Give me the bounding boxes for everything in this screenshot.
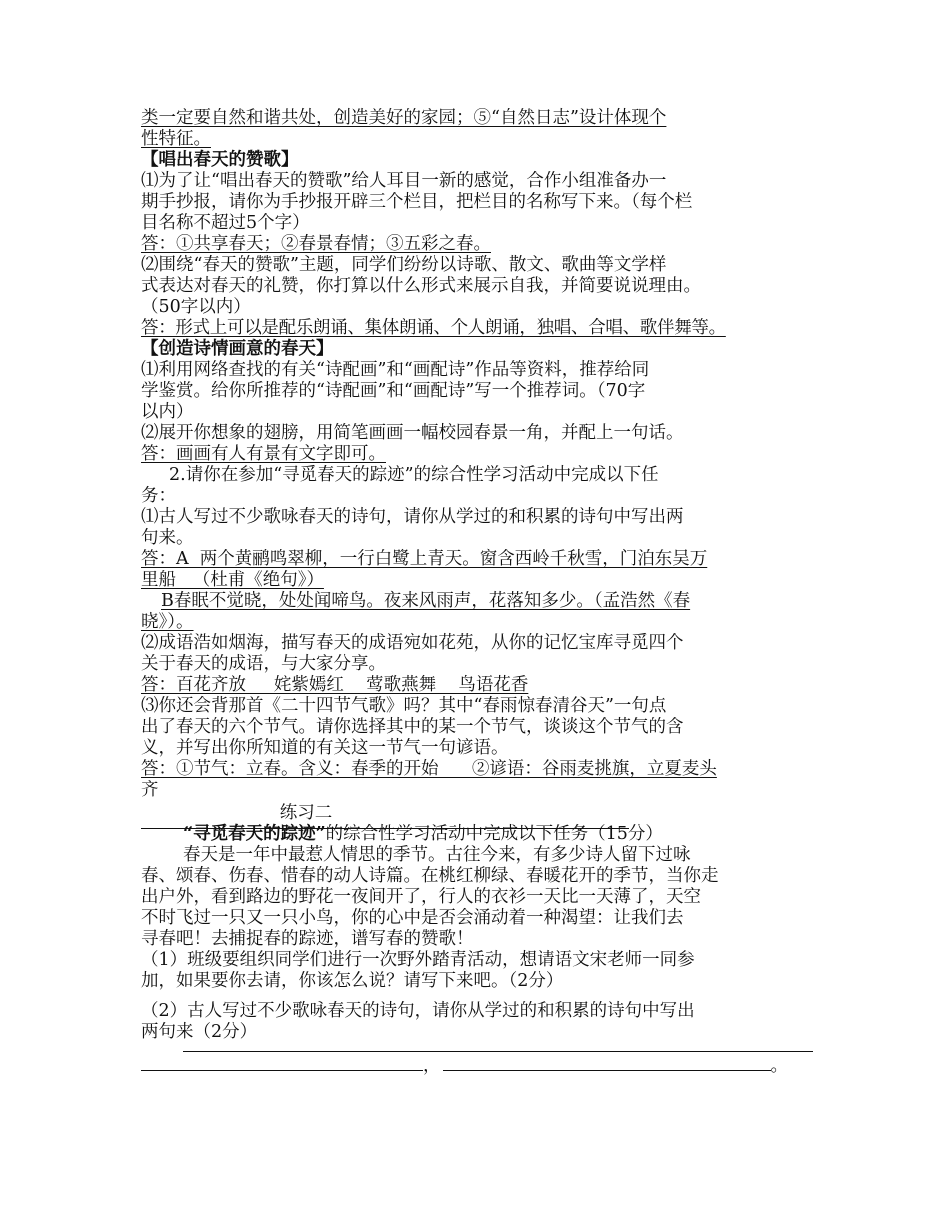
document-page: [141, 108, 821, 1074]
question-line: 目名称不超过5个字）: [141, 213, 310, 233]
answer-blank-2[interactable]: [443, 1053, 771, 1071]
paragraph-line: 春、颂春、伤春、惜春的动人诗篇。在桃红柳绿、春暖花开的季节，当你走: [141, 866, 719, 886]
answer-line: 齐: [141, 780, 159, 800]
comma: ，: [423, 1056, 441, 1076]
divider-line: [141, 828, 629, 829]
question-line: ⑵围绕“春天的赞歌”主题，同学们纷纷以诗歌、散文、歌曲等文学样: [141, 255, 667, 275]
exercise-title: 练习二: [279, 803, 333, 823]
question-line: ⑵展开你想象的翅膀，用简笔画画一幅校园春景一角，并配上一句话。: [141, 423, 684, 443]
question-line: （50字以内）: [141, 297, 251, 317]
paragraph-line: 春天是一年中最惹人情思的季节。古往今来，有多少诗人留下过咏: [183, 845, 691, 865]
section-heading: 【创造诗情画意的春天】: [141, 339, 334, 359]
question-line: ⑴利用网络查找的有关“诗配画”和“画配诗”作品等资料，推荐给同: [141, 360, 650, 380]
task-title-rest: 的综合性学习活动中完成以下任务（15分）: [325, 824, 663, 844]
question-line: （2）古人写过不少歌咏春天的诗句，请你从学过的和积累的诗句中写出: [141, 1001, 695, 1021]
answer-line: 答：画画有人有景有文字即可。: [141, 444, 386, 464]
question-line: 以内）: [141, 402, 194, 422]
paragraph-line: 出户外，看到路边的野花一夜间开了，行人的衣衫一天比一天薄了，天空: [141, 887, 701, 907]
task-title-bold: “寻觅春天的踪迹”: [183, 824, 326, 844]
answer-blank-line[interactable]: [183, 1051, 813, 1052]
question-line: 两句来（2分）: [141, 1022, 258, 1042]
answer-blank-1[interactable]: [141, 1053, 423, 1071]
question-line: ⑴为了让“唱出春天的赞歌”给人耳目一新的感觉，合作小组准备办一: [141, 171, 667, 191]
answer-line: 答：形式上可以是配乐朗诵、集体朗诵、个人朗诵，独唱、合唱、歌伴舞等。: [141, 318, 726, 338]
answer-blank-row: [141, 1053, 821, 1074]
answer-line: 答：①共享春天；②春景春情；③五彩之春。: [141, 234, 491, 254]
question-line: 句来。: [141, 528, 194, 548]
question-line: 2.请你在参加“寻觅春天的踪迹”的综合性学习活动中完成以下任: [169, 465, 659, 485]
question-line: 加，如果要你去请，你该怎么说？请写下来吧。（2分）: [141, 971, 564, 991]
paragraph-line: 不时飞过一只又一只小鸟，你的心中是否会涌动着一种渴望：让我们去: [141, 908, 684, 928]
question-line: 出了春天的六个节气。请你选择其中的某一个节气，谈谈这个节气的含: [141, 717, 684, 737]
answer-line: B春眠不觉晓，处处闻啼鸟。夜来风雨声，花落知多少。（孟浩然《春: [161, 591, 691, 611]
question-line: 式表达对春天的礼赞，你打算以什么形式来展示自我，并简要说说理由。: [141, 276, 701, 296]
period: 。: [770, 1056, 788, 1076]
question-line: 关于春天的成语，与大家分享。: [141, 654, 386, 674]
text-line: 性特征。: [141, 129, 211, 149]
question-line: 义，并写出你所知道的有关这一节气一句谚语。: [141, 738, 509, 758]
answer-line: 晓》）。: [141, 612, 194, 632]
answer-line: 里船 （杜甫《绝句》）: [141, 570, 324, 590]
question-line: 务：: [141, 486, 176, 506]
question-line: 学鉴赏。给你所推荐的“诗配画”和“画配诗”写一个推荐词。（70字: [141, 381, 646, 401]
section-heading: 【唱出春天的赞歌】: [141, 150, 299, 170]
question-line: 期手抄报，请你为手抄报开辟三个栏目，把栏目的名称写下来。（每个栏: [141, 192, 693, 212]
answer-line: 答：A 两个黄鹂鸣翠柳，一行白鹭上青天。窗含西岭千秋雪，门泊东吴万: [141, 549, 708, 569]
text-line: 类一定要自然和谐共处，创造美好的家园；⑤“自然日志”设计体现个: [141, 108, 667, 128]
question-line: ⑶你还会背那首《二十四节气歌》吗？其中“春雨惊春清谷天”一句点: [141, 696, 667, 716]
paragraph-line: 寻春吧！去捕捉春的踪迹，谱写春的赞歌！: [141, 929, 474, 949]
question-line: ⑴古人写过不少歌咏春天的诗句，请你从学过的和积累的诗句中写出两: [141, 507, 684, 527]
question-line: ⑵成语浩如烟海，描写春天的成语宛如花苑，从你的记忆宝库寻觅四个: [141, 633, 684, 653]
answer-line: 答：百花齐放 姹紫嫣红 莺歌燕舞 鸟语花香: [141, 675, 529, 695]
question-line: （1）班级要组织同学们进行一次野外踏青活动，想请语文宋老师一同参: [141, 950, 695, 970]
answer-line: 答：①节气：立春。含义：春季的开始 ②谚语：谷雨麦挑旗，立夏麦头: [141, 759, 717, 779]
